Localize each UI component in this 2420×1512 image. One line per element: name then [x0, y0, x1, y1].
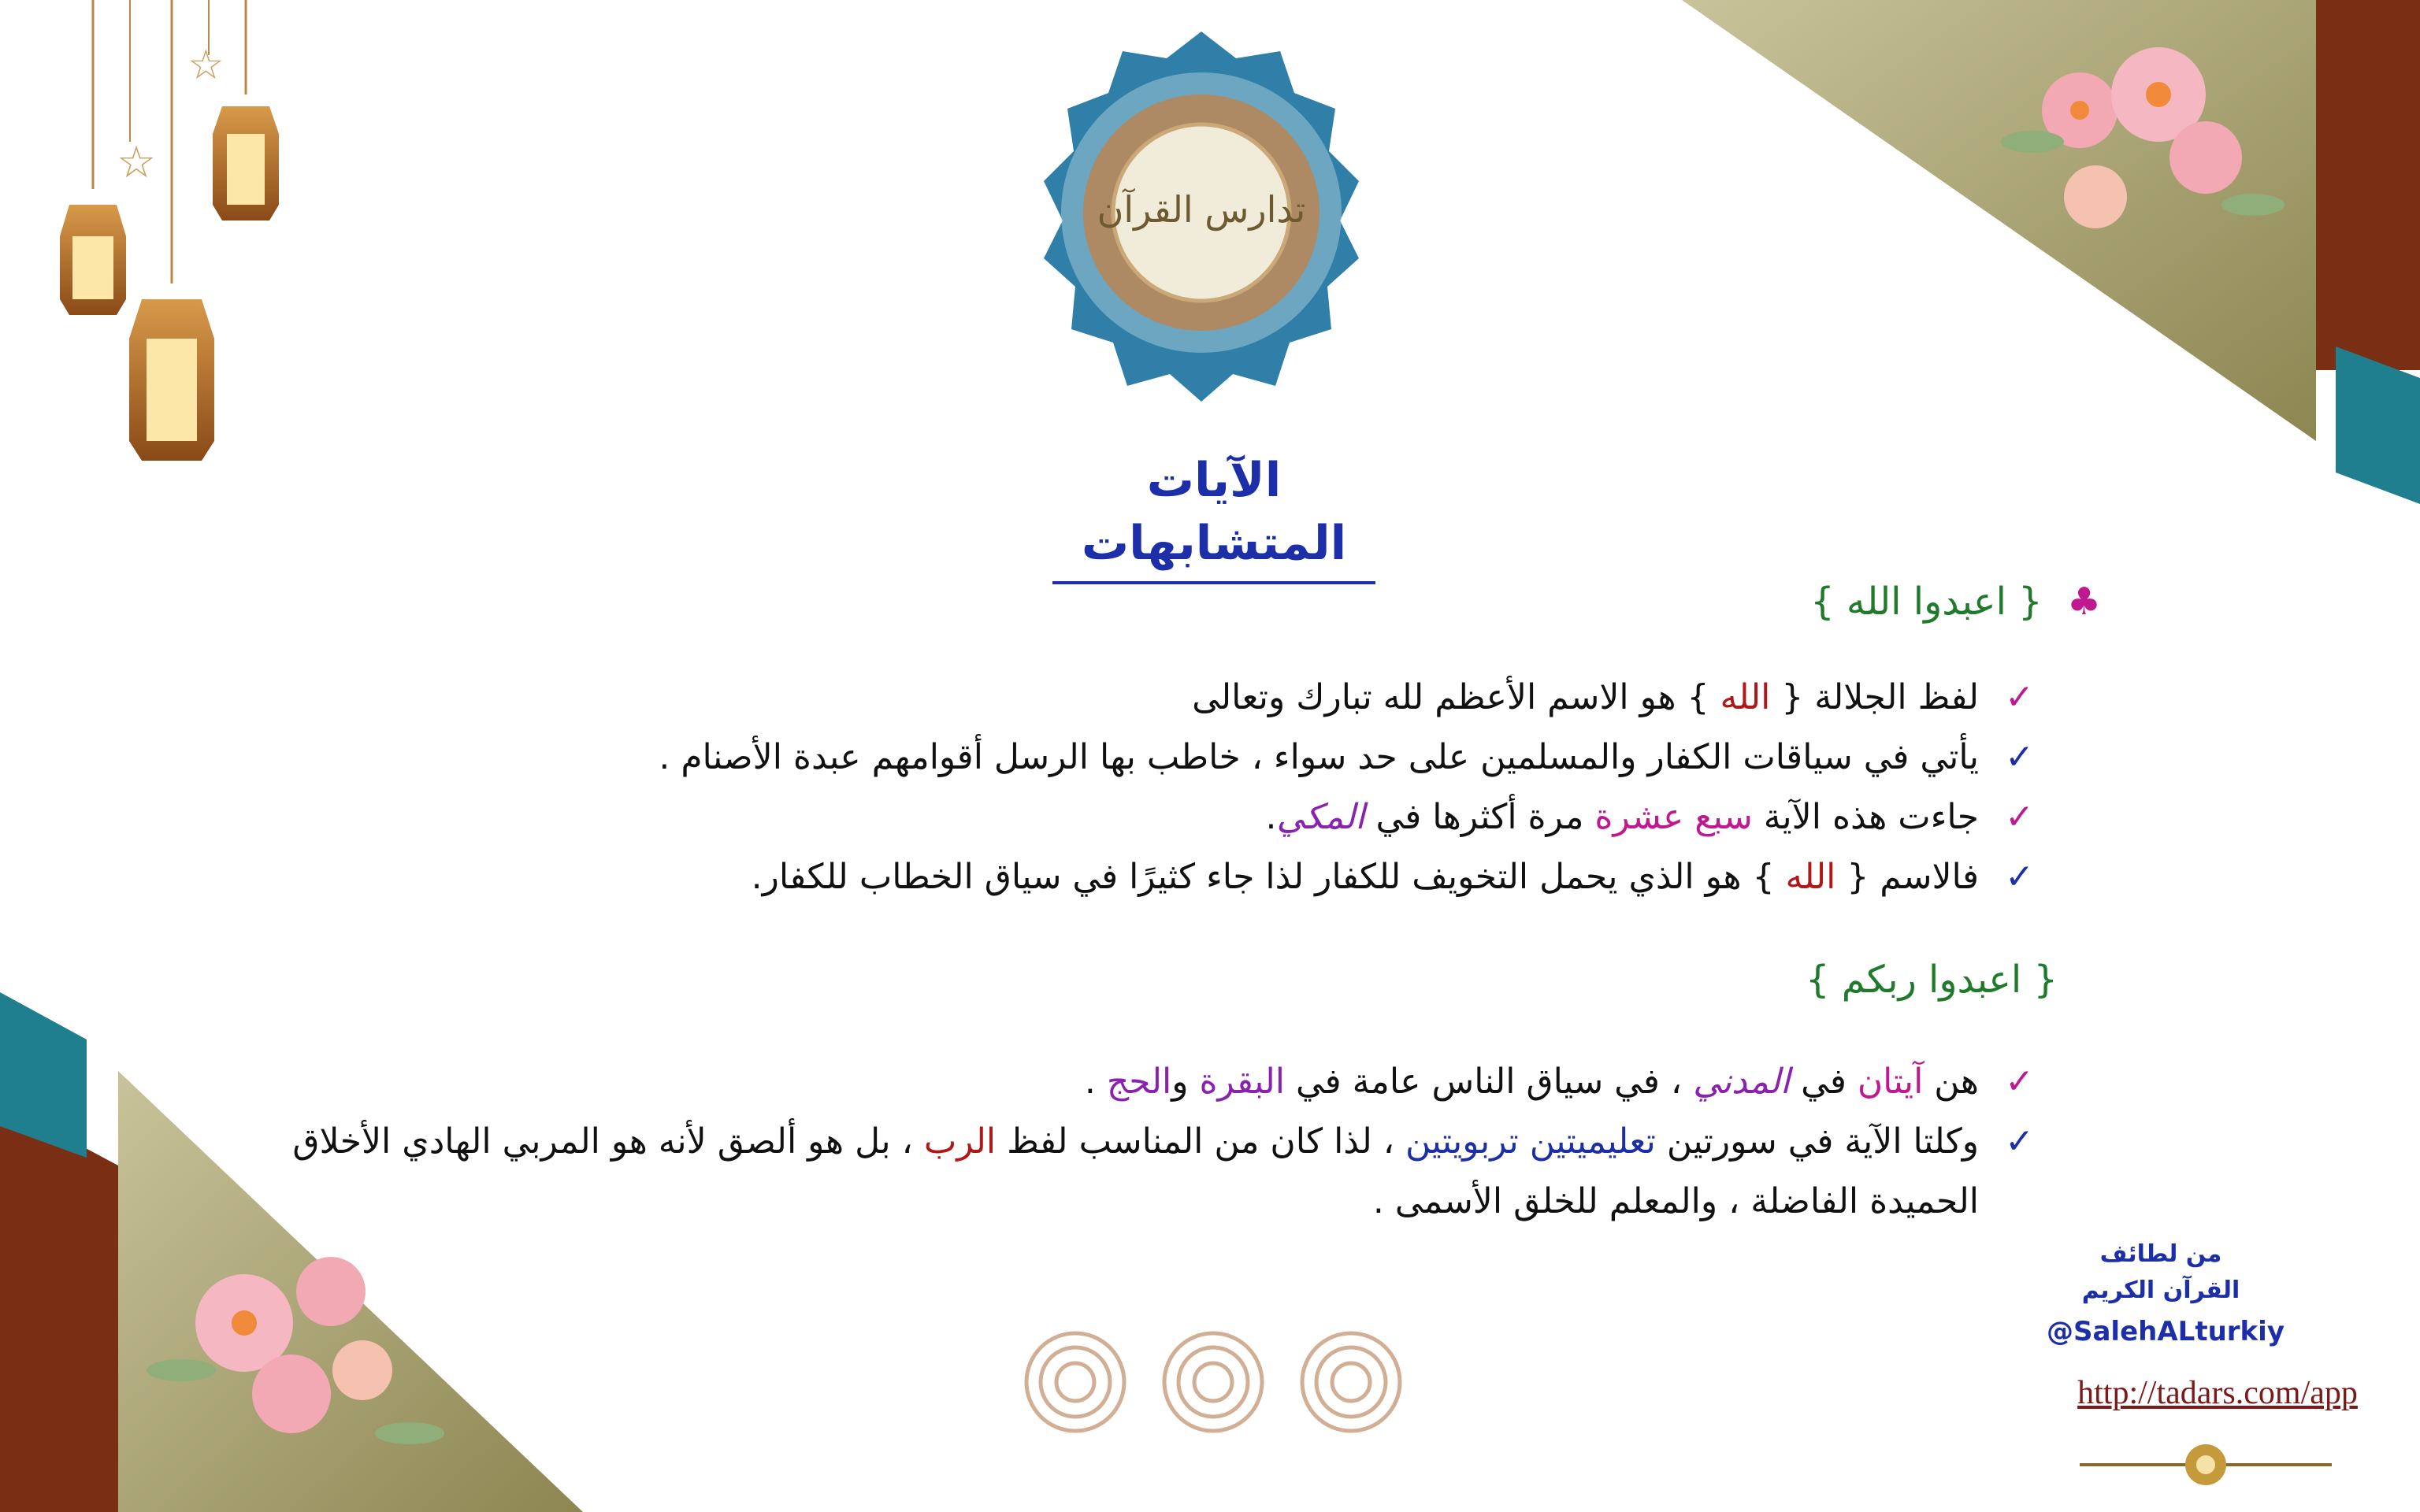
bullet-text: الله [1785, 857, 1836, 897]
checkmark-icon: ✓ [2005, 737, 2034, 777]
credit-block [2047, 1236, 2285, 1354]
top-right-olive-panel [1682, 0, 2316, 441]
svg-text:☆: ☆ [187, 42, 225, 89]
section1-bullet [301, 788, 2034, 847]
bullet-text: سبع عشرة [1594, 797, 1753, 837]
bottom-left-brown-bar [0, 1102, 118, 1512]
bullet-text: فالاسم { [1835, 857, 1979, 897]
bullet-text: في [1790, 1062, 1858, 1102]
app-link[interactable]: http://tadars.com/app [2077, 1375, 2358, 1411]
divider-ornament [2080, 1444, 2332, 1485]
bullet-text: ، بل هو ألصق لأنه هو المربي الهادي الأخلاق الحميدة الفاضلة ، والمعلم للخلق الأسمى . [292, 1121, 1979, 1221]
bullet-text: . [1265, 797, 1277, 837]
section1-bullet [301, 668, 2034, 728]
page-title: الآيات المتشابهات [1052, 449, 1375, 584]
section2-bullet [222, 1112, 2034, 1232]
checkmark-icon: ✓ [2005, 857, 2034, 897]
bullet-text: وكلتا الآية في سورتين [1655, 1121, 1979, 1162]
logo-calligraphy: تدارس القرآن [1097, 188, 1306, 231]
bullet-text: . [1084, 1062, 1107, 1102]
checkmark-icon: ✓ [2005, 1121, 2034, 1162]
svg-text:☆: ☆ [117, 137, 157, 188]
mandala-ornaments [1026, 1333, 1400, 1431]
credit-handle: @SalehALturkiy [2047, 1316, 2285, 1347]
section2-bullet [222, 1052, 2034, 1112]
bullet-text: هن [1923, 1062, 1979, 1102]
bullet-text: } هو الاسم الأعظم لله تبارك وتعالى [1192, 677, 1720, 717]
bullet-text: البقرة [1199, 1062, 1285, 1102]
checkmark-icon: ✓ [2005, 797, 2034, 837]
bullet-text: الرب [923, 1121, 997, 1162]
credit-line1: من لطائف [2099, 1240, 2222, 1268]
bullet-text: ، في سياق الناس عامة في [1285, 1062, 1694, 1102]
checkmark-icon: ✓ [2005, 1062, 2034, 1102]
section1-heading: { اعبدوا الله } [1810, 580, 2043, 624]
section1-list [301, 668, 2034, 907]
section2-heading: { اعبدوا ربكم } [1805, 958, 2058, 1002]
bullet-text: مرة أكثرها في [1364, 797, 1595, 837]
bullet-text: تعليميتين تربويتين [1405, 1121, 1656, 1162]
section2-list [222, 1052, 2034, 1232]
bullet-text: يأتي في سياقات الكفار والمسلمين على حد سواء ، خاطب بها الرسل أقوامهم عبدة الأصنام . [659, 737, 1979, 777]
bullet-text: و [1171, 1062, 1200, 1102]
section1-heading-row [1810, 580, 2101, 624]
bullet-text: جاءت هذه الآية [1752, 797, 1979, 837]
section1-bullet [301, 728, 2034, 788]
bullet-text: لفظ الجلالة { [1770, 677, 1979, 717]
bullet-text: الحج [1106, 1062, 1172, 1102]
bullet-text: الله [1720, 677, 1771, 717]
bullet-text: ، لذا كان من المناسب لفظ [996, 1121, 1405, 1162]
checkmark-icon: ✓ [2005, 677, 2034, 717]
bullet-text: المدني [1693, 1062, 1791, 1102]
section1-bullet [301, 847, 2034, 907]
bullet-text: المكي [1276, 797, 1365, 837]
bullet-text: } هو الذي يحمل التخويف للكفار لذا جاء كثيرًا في سياق الخطاب للكفار. [751, 857, 1786, 897]
lanterns-decoration [60, 0, 279, 461]
credit-line2: القرآن الكريم [2081, 1277, 2240, 1304]
bullet-text: آيتان [1857, 1062, 1924, 1102]
top-right-brown-bar [2316, 0, 2420, 370]
club-icon: ♣ [2066, 580, 2101, 624]
